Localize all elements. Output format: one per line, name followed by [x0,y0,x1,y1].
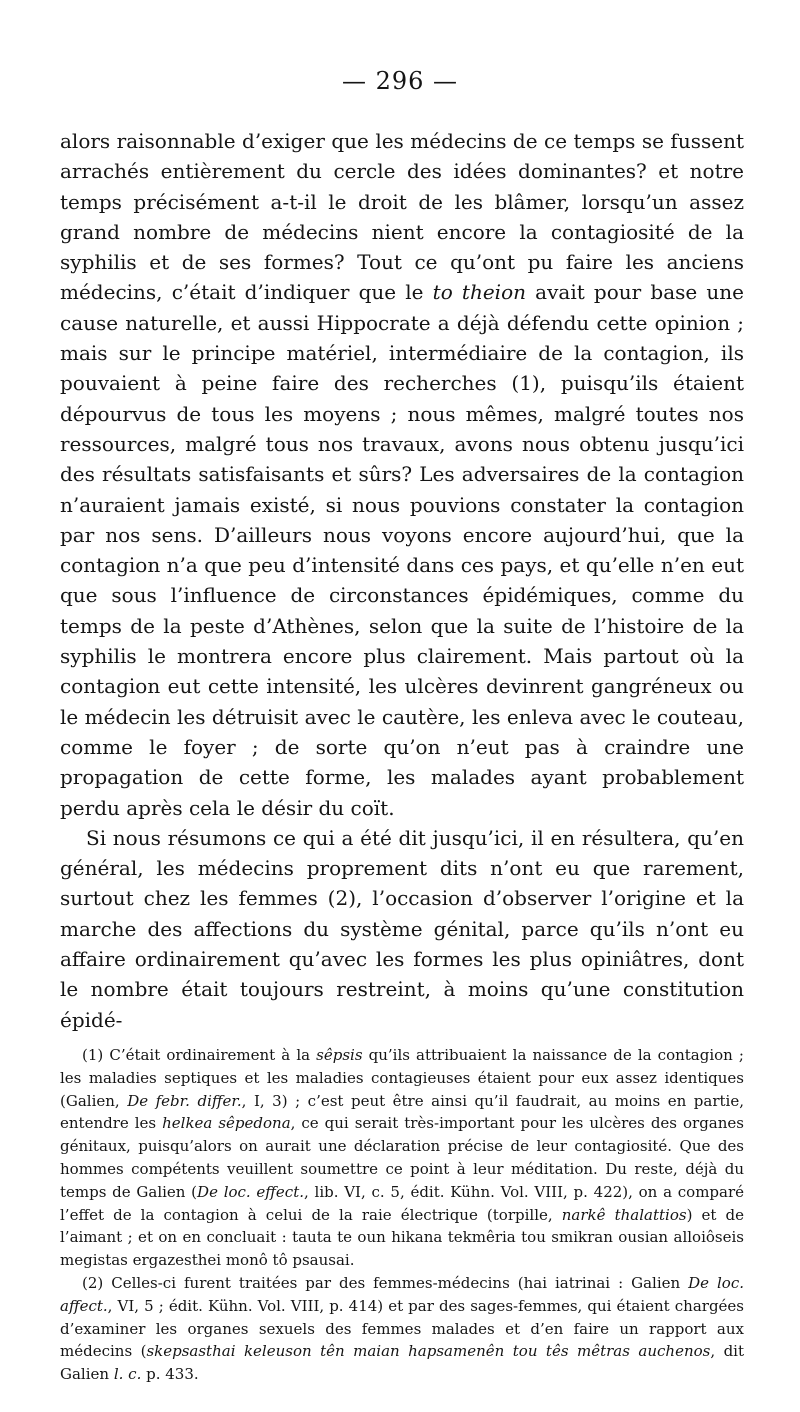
page-number: — 296 — [341,67,459,95]
text-run-italic: De febr. differ. [127,1091,242,1110]
text-run-italic: to theion [432,280,526,305]
text-run-italic: De loc. effect. [197,1182,305,1201]
text-run: ) et de l’aimant ; et on en concluait : tauta te oun hikana tekmêria tou smikran ousian alloiôseis megistas ergazesthei monô tô psausai. [60,1205,744,1270]
text-run: (2) Celles-ci furent traitées par des femmes-médecins (hai iatrinai : Galien [82,1273,689,1292]
text-run-italic: narkê thalattios [561,1205,687,1224]
text-run: qu’ils attribuaient la naissance de la contagion ; les maladies septiques et les maladies contagieuses étaient pour eux assez identiques (Galien, [60,1046,744,1110]
main-text [60,126,744,1035]
text-run: , VI, 5 ; édit. Kühn. Vol. VIII, p. 414) et par des sages-femmes, qui étaient chargées d’examiner les organes sexuels des femmes malades et d’en faire un rapport aux médecins ( [60,1296,744,1361]
text-run: , I, 3) ; c’est peut être ainsi qu’il faudrait, au moins en partie, entendre les [60,1091,744,1133]
text-run-italic: sêpsis [316,1046,363,1064]
text-run: alors raisonnable d’exiger que les médecins de ce temps se fussent arrachés entièrement du cercle des idées dominantes? et notre temps précisément a-t-il le droit de les blâmer, lorsqu’un assez grand nombre de médecins nient encore la contagiosité de la syphilis et de ses formes? Tout ce qu’ont pu faire les anciens médecins, c’était d’indiquer que le [60,129,744,305]
paragraph [60,823,744,1035]
text-run-italic: skepsasthai keleuson tên maian hapsamenên tou tês mêtras auchenos [146,1342,711,1361]
text-run: , lib. VI, c. 5, édit. Kühn. Vol. VIII, p. 422), on a comparé l’effet de la contagion à celui de la raie électrique (torpille, [60,1182,745,1224]
text-run: , ce qui serait très-important pour les ulcères des organes génitaux, puisqu’alors on aurait une déclaration précise de leur contagiosité. Que des hommes compétents veuillent soumettre ce point à leur méditation. Du reste, déjà du temps de Galien ( [60,1114,744,1201]
text-run: p. 433. [141,1365,199,1384]
text-run: avait pour base une cause naturelle, et aussi Hippocrate a déjà défendu cette opinion ; mais sur le principe matériel, intermédiaire de la contagion, ils pouvaient à peine faire des recherches (1), puisqu’ils étaient dépourvus de tous les moyens ; nous mêmes, malgré toutes nos ressources, malgré tous nos travaux, avons nous obtenu jusqu’ici des résultats satisfaisants et sûrs? Les adversaires de la contagion n’auraient jamais existé, si nous pouvions constater la contagion par nos sens. D’ailleurs nous voyons encore aujourd’hui, que la contagion n’a que peu d’intensité dans ces pays, et qu’elle n’en eut que sous l’influence de circonstances épidémiques, comme du temps de la peste d’Athènes, selon que la suite de l’histoire de la syphilis le montrera encore plus clairement. Mais partout où la contagion eut cette intensité, les ulcères devinrent gangréneux ou le médecin les détruisit avec le cautère, les enleva avec le couteau, comme le foyer ; de sorte qu’on n’eut pas à craindre une propagation de cette forme, les malades ayant probablement perdu après cela le désir du coït. [60,280,744,820]
text-run-italic: De loc. affect. [60,1273,744,1315]
text-run-italic: l. c. [113,1365,142,1384]
text-run: Si nous résumons ce qui a été dit jusqu’ici, il en résultera, qu’en général, les médecins proprement dits n’ont eu que rarement, surtout chez les femmes (2), l’occasion d’observer l’origine et la marche des affections du système génital, parce qu’ils n’ont eu affaire ordinairement qu’avec les formes les plus opiniâtres, dont le nombre était toujours restreint, à moins qu’une constitution épidé- [60,825,744,1032]
text-run: , dit Galien [60,1342,744,1384]
text-run: (1) C’était ordinairement à la [82,1046,317,1064]
text-run-italic: helkea sêpedona [162,1114,291,1133]
footnote [60,1044,744,1272]
footnote [60,1272,744,1386]
footnotes [60,1044,744,1386]
paragraph [60,126,744,823]
